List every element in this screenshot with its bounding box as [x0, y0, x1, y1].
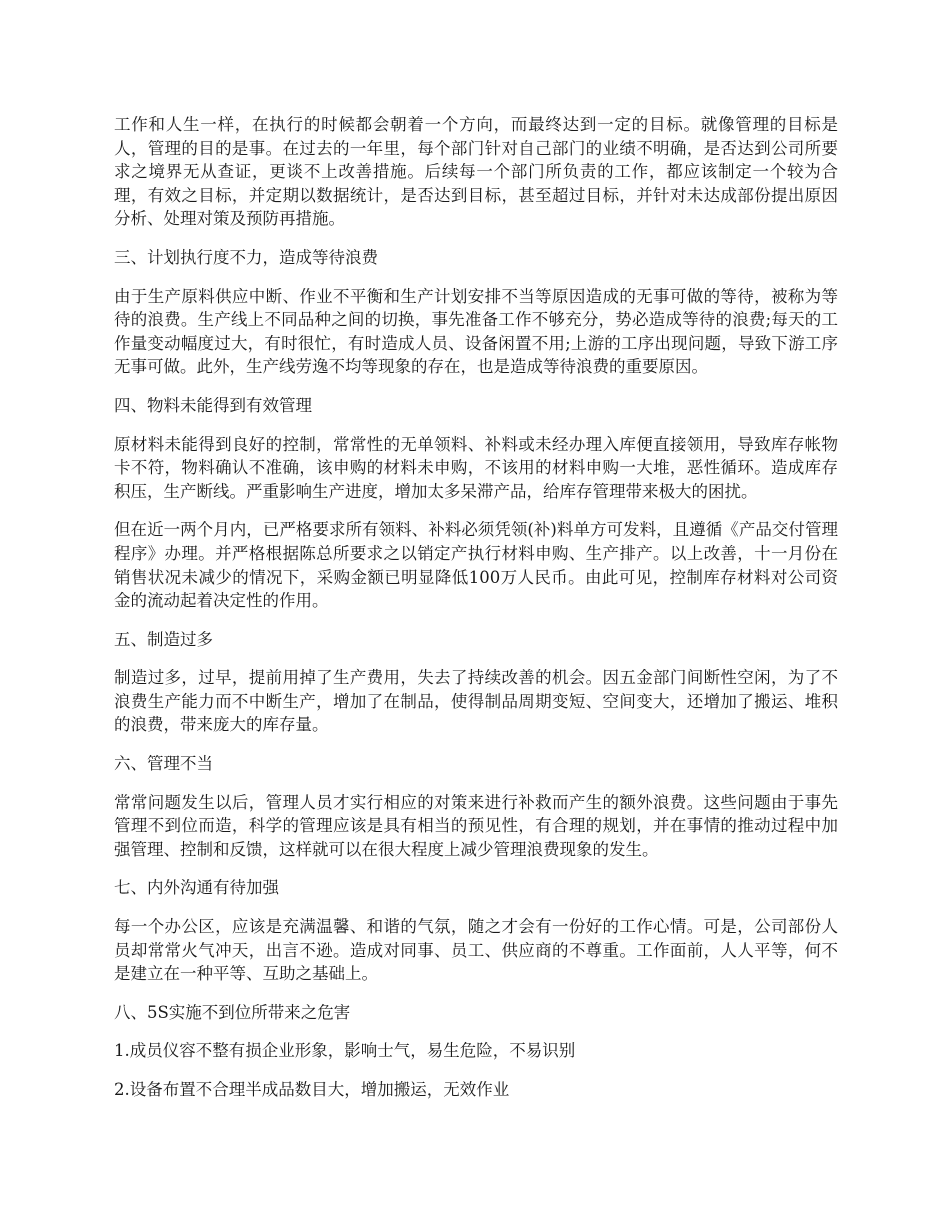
- paragraph-goals: 工作和人生一样，在执行的时候都会朝着一个方向，而最终达到一定的目标。就像管理的目标是人，管理的目的是事。在过去的一年里，每个部门针对自己部门的业绩不明确，是否达到公司所要求之境界无从查证，更谈不上改善措施。后续每一个部门所负责的工作，都应该制定一个较为合理，有效之目标，并定期以数据统计，是否达到目标，甚至超过目标，并针对未达成部份提出原因分析、处理对策及预防再措施。: [114, 115, 838, 229]
- heading-section-8: 八、5S实施不到位所带来之危害: [114, 1002, 351, 1022]
- heading-section-4: 四、物料未能得到有效管理: [114, 395, 312, 415]
- paragraph-communication: 每一个办公区，应该是充满温馨、和谐的气氛，随之才会有一份好的工作心情。可是，公司部份人员却常常火气冲天，出言不逊。造成对同事、员工、供应商的不尊重。工作面前，人人平等，何不是建立在一种平等、互助之基础上。: [114, 917, 838, 984]
- heading-section-5: 五、制造过多: [114, 629, 213, 649]
- paragraph-poor-management: 常常问题发生以后，管理人员才实行相应的对策来进行补救而产生的额外浪费。这些问题由于事先管理不到位而造，科学的管理应该是具有相当的预见性，有合理的规划，并在事情的推动过程中加强管理、控制和反馈，这样就可以在很大程度上减少管理浪费现象的发生。: [114, 792, 838, 859]
- paragraph-material-improvement: 但在近一两个月内，已严格要求所有领料、补料必须凭领(补)料单方可发料，且遵循《产品交付管理程序》办理。并严格根据陈总所要求之以销定产执行材料申购、生产排产。以上改善，十一月份在销售状况未减少的情况下，采购金额已明显降低100万人民币。由此可见，控制库存材料对公司资金的流动起着决定性的作用。: [114, 520, 838, 611]
- paragraph-material-control: 原材料未能得到良好的控制，常常性的无单领料、补料或未经办理入库便直接领用，导致库存帐物卡不符，物料确认不准确，该申购的材料未申购，不该用的材料申购一大堆，恶性循环。造成库存积压，生产断线。严重影响生产进度，增加太多呆滞产品，给库存管理带来极大的困扰。: [114, 434, 838, 501]
- paragraph-waiting-waste: 由于生产原料供应中断、作业不平衡和生产计划安排不当等原因造成的无事可做的等待，被称为等待的浪费。生产线上不同品种之间的切换，事先准备工作不够充分，势必造成等待的浪费;每天的工作量变动幅度过大，有时很忙，有时造成人员、设备闲置不用;上游的工序出现问题，导致下游工序无事可做。此外，生产线劳逸不均等现象的存在，也是造成等待浪费的重要原因。: [114, 286, 838, 377]
- heading-section-6: 六、管理不当: [114, 754, 213, 774]
- list-item-5s-1: 1.成员仪容不整有损企业形象，影响士气，易生危险，不易识别: [114, 1041, 576, 1061]
- document-page: [114, 113, 838, 1117]
- heading-section-3: 三、计划执行度不力，造成等待浪费: [114, 247, 378, 267]
- heading-section-7: 七、内外沟通有待加强: [114, 878, 279, 898]
- paragraph-overproduction: 制造过多，过早，提前用掉了生产费用，失去了持续改善的机会。因五金部门间断性空闲，为了不浪费生产能力而不中断生产，增加了在制品，使得制品周期变短、空间变大，还增加了搬运、堆积的浪费，带来庞大的库存量。: [114, 668, 838, 735]
- list-item-5s-2: 2.设备布置不合理半成品数目大，增加搬运，无效作业: [114, 1080, 510, 1099]
